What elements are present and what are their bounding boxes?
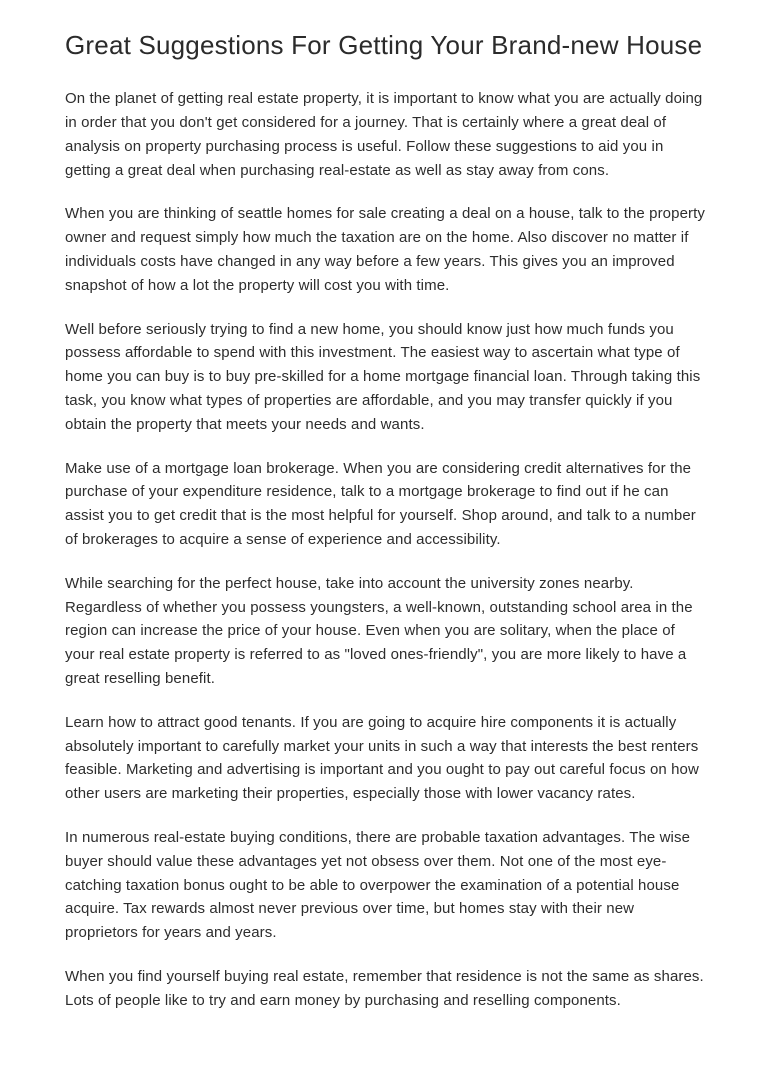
paragraph: In numerous real-estate buying conditions, there are probable taxation advantages. The wise buyer should value these advantages yet not obsess over them. Not one of the most eye-catching taxation bonus ought to be able to overpower the examination of a potential house acquire. Tax rewards almost never previous over time, but homes stay with their new proprietors for years and years. (65, 828, 691, 942)
paragraph: While searching for the perfect house, take into account the university zones nearby. Regardless of whether you possess youngsters, a well-known, outstanding school area in the region can increase the price of your house. Even when you are solitary, when the place of your real estate property is referred to as "loved ones-friendly", you are more likely to have a great reselling benefit. (65, 574, 693, 687)
paragraph: When you are thinking of seattle homes for sale creating a deal on a house, talk to the property owner and request simply how much the taxation are on the home. Also discover no matter if individuals costs have changed in any way before a few years. This gives you an improved snapshot of how a lot the property will cost you with time. (65, 205, 705, 294)
page-title: Great Suggestions For Getting Your Brand-new House (65, 30, 703, 60)
paragraph: Learn how to attract good tenants. If you are going to acquire hire components it is actually absolutely important to carefully market your units in such a way that interests the best renters feasible. Marketing and advertising is important and you ought to pay out careful focus on how other users are marketing their properties, especially those with lower vacancy rates. (65, 713, 699, 803)
paragraph: Make use of a mortgage loan brokerage. When you are considering credit alternatives for the purchase of your expenditure residence, talk to a mortgage brokerage to find out if he can assist you to get credit that is the most helpful for yourself. Shop around, and talk to a number of brokerages to acquire a sense of experience and accessibility. (65, 459, 696, 548)
paragraph: When you find yourself buying real estate, remember that residence is not the same as shares. Lots of people like to try and earn money by purchasing and reselling components. (65, 967, 704, 1009)
paragraph: On the planet of getting real estate property, it is important to know what you are actually doing in order that you don't get considered for a journey. That is certainly where a great deal of analysis on property purchasing process is useful. Follow these suggestions to aid you in getting a great deal when purchasing real-estate as well as stay away from cons. (65, 90, 703, 179)
paragraph: Well before seriously trying to find a new home, you should know just how much funds you possess affordable to spend with this investment. The easiest way to ascertain what type of home you can buy is to buy pre-skilled for a home mortgage financial loan. Through taking this task, you know what types of properties are affordable, and you may transfer quickly if you obtain the property that meets your needs and wants. (65, 320, 701, 433)
